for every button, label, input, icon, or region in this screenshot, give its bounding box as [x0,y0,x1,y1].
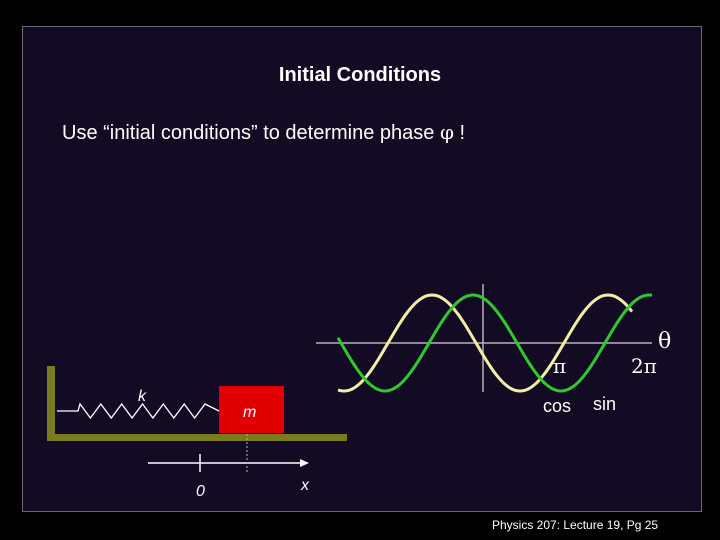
wall [47,366,55,438]
subtitle-end: ! [454,122,466,144]
spring [57,404,219,418]
subtitle-text: Use “initial conditions” to determine phase [62,122,435,144]
theta-label: θ [658,329,672,354]
x-axis-label: x [301,477,309,494]
x-axis-arrow [300,459,309,467]
slide-footer: Physics 207: Lecture 19, Pg 25 [492,518,659,532]
sin-label: sin [593,394,617,414]
phi-symbol: φ [439,120,454,144]
slide-title: Initial Conditions [278,64,442,86]
two-pi-label: 2π [631,354,657,378]
origin-label: 0 [196,483,205,500]
mass-label: m [243,404,257,421]
pi-label: π [553,354,567,378]
floor [47,434,347,441]
spring-constant-label: k [138,388,146,405]
cos-label: cos [543,396,572,416]
